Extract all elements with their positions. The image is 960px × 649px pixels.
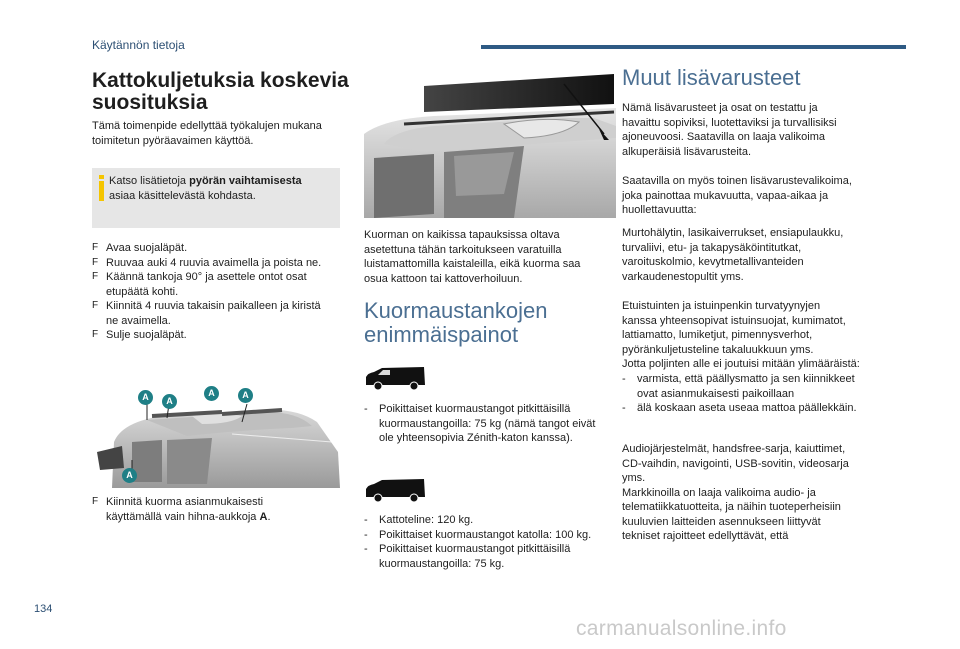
- max-loads-title: Kuormaustankojen enimmäispainot: [364, 298, 548, 347]
- strap-point-labels: [92, 382, 340, 488]
- steps-list: [92, 241, 350, 343]
- accessories-paragraph-5: Audiojärjestelmät, handsfree-sarja, kaiuttimet, CD-vaihdin, navigointi, USB-sovitin, videosarja yms. Markkinoilla on laaja valikoima audio- ja telematiikkatuotteita, ja näihin tuoteperheisiin kuuluvien laitteiden asennukseen liittyvät tekniset rajoitteet edellyttävät, että: [622, 443, 849, 542]
- roof-load-illustration: [364, 64, 616, 218]
- section-header: Käytännön tietoja: [92, 38, 185, 52]
- load-caption: Kuorman on kaikissa tapauksissa oltava asetettuna tähän tarkoitukseen varatuilla luistamattomilla kaistaleilla, eikä kuorma saa osua kattoon tai kattoverhoiluun.: [364, 229, 581, 285]
- accessories-paragraph-3: Murtohälytin, lasikaiverrukset, ensiapulaukku, turvaliivi, etu- ja takapysäköintitutkat, varoituskolmio, kevytmetallivanteiden varkaudenestopultit yms.: [622, 227, 844, 283]
- load-item: - Poikittaiset kuormaustangot pitkittäisillä kuormaustangoilla: 75 kg.: [364, 543, 571, 570]
- step-item: F Ruuvaa auki 4 ruuvia avaimella ja poista ne.: [92, 256, 322, 269]
- van-long-icon: [364, 477, 426, 503]
- van-short-icon: [364, 365, 426, 391]
- left-title: Kattokuljetuksia koskevia suosituksia: [92, 69, 349, 114]
- roof-bar-illustration: [92, 382, 340, 488]
- pedal-safety-item: - älä koskaan aseta useaa mattoa päällekkäin.: [622, 402, 857, 414]
- page-number: 134: [34, 603, 53, 615]
- info-link-text: pyörän vaihtamisesta: [189, 175, 302, 187]
- strap-point-label: A: [122, 468, 137, 483]
- strap-point-label: A: [204, 386, 219, 401]
- step-item: F Avaa suojaläpät.: [92, 242, 188, 254]
- strap-point-label: A: [162, 394, 177, 409]
- accessories-title: Muut lisävarusteet: [622, 65, 801, 90]
- van1-load-list: [364, 402, 618, 446]
- watermark: carmanualsonline.info: [576, 617, 787, 640]
- info-text: Katso lisätietoja pyörän vaihtamisesta asiaa käsittelevästä kohdasta.: [109, 175, 302, 202]
- load-item: - Poikittaiset kuormaustangot katolla: 100 kg.: [364, 528, 592, 541]
- header-rule: [481, 45, 906, 49]
- final-step: F Kiinnitä kuorma asianmukaisesti käyttämällä vain hihna-aukkoja A.: [92, 496, 271, 523]
- pedal-safety-list: [622, 372, 912, 416]
- load-item: - Kattoteline: 120 kg.: [364, 514, 474, 526]
- accessories-paragraph-4: Etuistuinten ja istuinpenkin turvatyynyjen kanssa yhteensopivat istuinsuojat, kumimatot, lattiamatto, lumiketjut, pimennysverhot, pyöränkuljetusteline takaluukkuun yms. Jotta poljinten alle ei joutuisi mitään ylimääräistä:: [622, 300, 860, 370]
- step-item: F Sulje suojaläpät.: [92, 329, 187, 341]
- strap-point-label: A: [238, 388, 253, 403]
- info-icon: [99, 175, 104, 201]
- accessories-paragraph-2: Saatavilla on myös toinen lisävarustevalikoima, joka painottaa mukavuutta, vapaa-aikaa ja huollettavuutta:: [622, 175, 852, 216]
- strap-label-ref: A: [259, 510, 268, 523]
- accessories-paragraph-1: Nämä lisävarusteet ja osat on testattu ja havaittu sopiviksi, luotettaviksi ja turvallisiksi ajoneuvoosi. Saatavilla on laaja valikoima alkuperäisiä lisävarusteita.: [622, 102, 837, 158]
- van2-load-list: [364, 513, 618, 571]
- step-item: F Käännä tankoja 90° ja asettele ontot osat etupäätä kohti.: [92, 271, 307, 298]
- info-box: [92, 168, 340, 228]
- strap-point-label: A: [138, 390, 153, 405]
- load-item: - Poikittaiset kuormaustangot pitkittäisillä kuormaustangoilla: 75 kg (nämä tangot eivät ole yhteensopivia Zénith-katon kanssa).: [364, 403, 596, 444]
- left-intro: Tämä toimenpide edellyttää työkalujen mukana toimitetun pyöräavaimen käyttöä.: [92, 120, 322, 147]
- step-item: F Kiinnitä 4 ruuvia takaisin paikalleen ja kiristä ne avaimella.: [92, 300, 321, 327]
- pedal-safety-item: - varmista, että päällysmatto ja sen kiinnikkeet ovat asianmukaisesti paikoillaan: [622, 373, 855, 400]
